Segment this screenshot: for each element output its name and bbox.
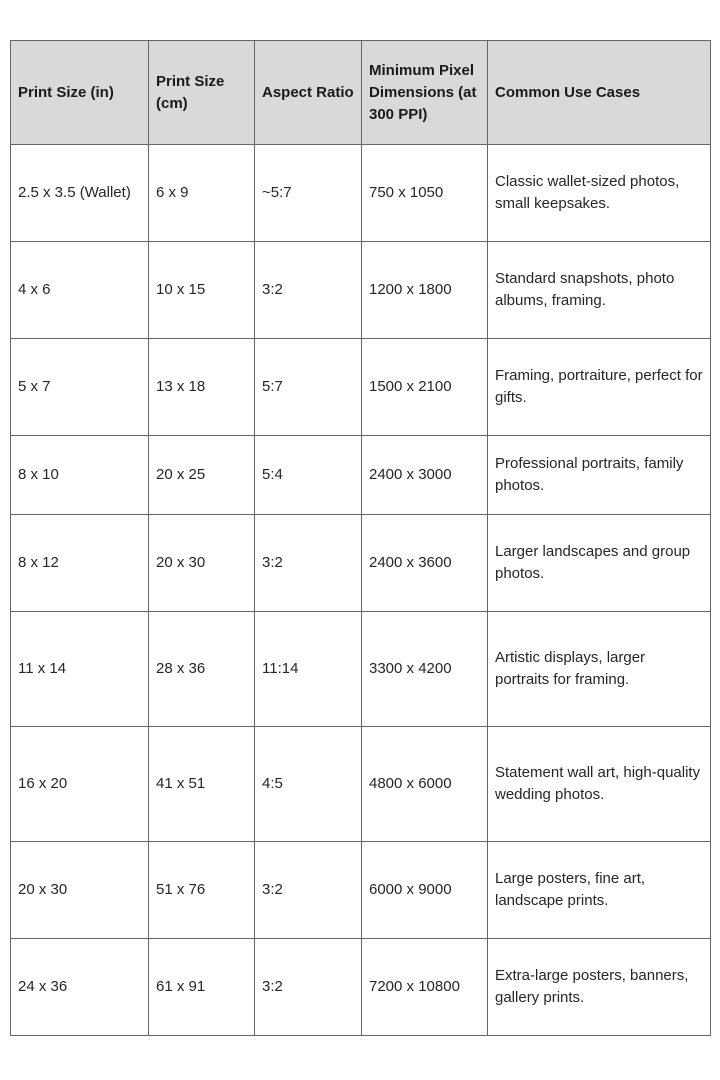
table-row — [11, 242, 711, 339]
cell-use-cases: Framing, portraiture, perfect for gifts. — [488, 339, 711, 436]
cell-print-size-cm: 20 x 30 — [149, 515, 255, 612]
cell-print-size-cm: 28 x 36 — [149, 612, 255, 727]
cell-print-size-cm: 6 x 9 — [149, 145, 255, 242]
cell-aspect-ratio: 3:2 — [255, 242, 362, 339]
table-row — [11, 612, 711, 727]
cell-use-cases: Larger landscapes and group photos. — [488, 515, 711, 612]
cell-min-pixels: 7200 x 10800 — [362, 939, 488, 1036]
cell-aspect-ratio: 3:2 — [255, 939, 362, 1036]
cell-use-cases: Large posters, fine art, landscape prints. — [488, 842, 711, 939]
cell-min-pixels: 6000 x 9000 — [362, 842, 488, 939]
cell-print-size-in: 4 x 6 — [11, 242, 149, 339]
cell-min-pixels: 750 x 1050 — [362, 145, 488, 242]
cell-print-size-in: 8 x 10 — [11, 436, 149, 515]
table-row — [11, 436, 711, 515]
table-row — [11, 515, 711, 612]
cell-print-size-in: 20 x 30 — [11, 842, 149, 939]
cell-min-pixels: 4800 x 6000 — [362, 727, 488, 842]
cell-print-size-cm: 41 x 51 — [149, 727, 255, 842]
cell-print-size-cm: 20 x 25 — [149, 436, 255, 515]
cell-print-size-in: 8 x 12 — [11, 515, 149, 612]
cell-aspect-ratio: 11:14 — [255, 612, 362, 727]
table-row — [11, 145, 711, 242]
cell-min-pixels: 1500 x 2100 — [362, 339, 488, 436]
cell-print-size-in: 16 x 20 — [11, 727, 149, 842]
cell-print-size-cm: 13 x 18 — [149, 339, 255, 436]
header-print-size-cm: Print Size (cm) — [149, 41, 255, 145]
header-row — [11, 41, 711, 145]
cell-use-cases: Artistic displays, larger portraits for framing. — [488, 612, 711, 727]
cell-use-cases: Classic wallet-sized photos, small keepsakes. — [488, 145, 711, 242]
cell-print-size-in: 11 x 14 — [11, 612, 149, 727]
cell-aspect-ratio: ~5:7 — [255, 145, 362, 242]
cell-min-pixels: 2400 x 3600 — [362, 515, 488, 612]
header-aspect-ratio: Aspect Ratio — [255, 41, 362, 145]
table-row — [11, 727, 711, 842]
cell-print-size-in: 2.5 x 3.5 (Wallet) — [11, 145, 149, 242]
cell-use-cases: Statement wall art, high-quality wedding photos. — [488, 727, 711, 842]
cell-aspect-ratio: 5:4 — [255, 436, 362, 515]
cell-use-cases: Standard snapshots, photo albums, framing. — [488, 242, 711, 339]
header-min-pixel-dimensions: Minimum Pixel Dimensions (at 300 PPI) — [362, 41, 488, 145]
cell-use-cases: Extra-large posters, banners, gallery prints. — [488, 939, 711, 1036]
table-row — [11, 842, 711, 939]
cell-print-size-cm: 61 x 91 — [149, 939, 255, 1036]
cell-use-cases: Professional portraits, family photos. — [488, 436, 711, 515]
cell-aspect-ratio: 3:2 — [255, 842, 362, 939]
table-row — [11, 339, 711, 436]
cell-min-pixels: 2400 x 3000 — [362, 436, 488, 515]
print-size-table — [10, 40, 711, 1036]
cell-min-pixels: 3300 x 4200 — [362, 612, 488, 727]
cell-print-size-cm: 51 x 76 — [149, 842, 255, 939]
cell-aspect-ratio: 4:5 — [255, 727, 362, 842]
table-row — [11, 939, 711, 1036]
cell-aspect-ratio: 3:2 — [255, 515, 362, 612]
header-print-size-in: Print Size (in) — [11, 41, 149, 145]
cell-aspect-ratio: 5:7 — [255, 339, 362, 436]
cell-print-size-in: 24 x 36 — [11, 939, 149, 1036]
header-common-use-cases: Common Use Cases — [488, 41, 711, 145]
cell-min-pixels: 1200 x 1800 — [362, 242, 488, 339]
cell-print-size-in: 5 x 7 — [11, 339, 149, 436]
cell-print-size-cm: 10 x 15 — [149, 242, 255, 339]
